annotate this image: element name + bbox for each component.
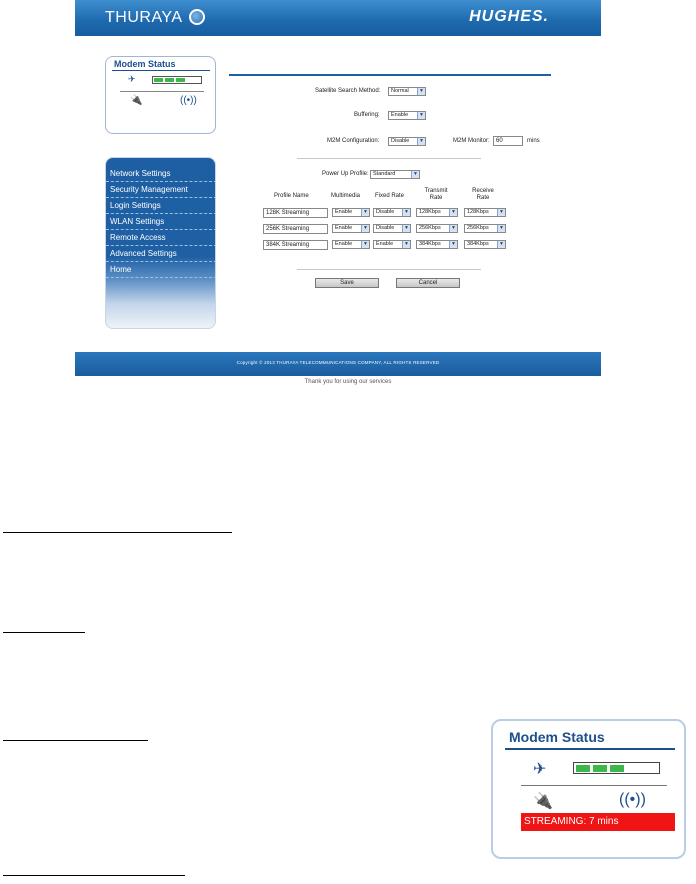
- chevron-down-icon: ▼: [497, 225, 505, 232]
- chevron-down-icon: ▼: [449, 209, 457, 216]
- sidebar-item-remote-access[interactable]: Remote Access: [106, 230, 216, 246]
- signal-segment: [593, 765, 608, 772]
- transmit-rate-select[interactable]: [416, 240, 458, 249]
- chevron-down-icon: ▼: [402, 209, 410, 216]
- column-header-profile-name: Profile Name: [274, 193, 309, 199]
- chevron-down-icon: ▼: [417, 112, 425, 119]
- receive-rate-select[interactable]: [464, 240, 506, 249]
- heading-underline: [3, 532, 232, 533]
- power-plug-icon: 🔌: [533, 793, 553, 810]
- m2m-monitor-unit: mins: [527, 138, 540, 144]
- antenna-icon: ((•)): [180, 95, 197, 106]
- signal-strength-bar: [573, 762, 660, 774]
- fixed-rate-value: Enable: [376, 241, 394, 247]
- transmit-rate-select[interactable]: [416, 208, 458, 217]
- profile-name-input[interactable]: 256K Streaming: [263, 224, 328, 234]
- title-divider: [112, 70, 210, 71]
- heading-underline: [3, 740, 148, 741]
- multimedia-select[interactable]: [332, 224, 370, 233]
- transmit-rate-value: 128Kbps: [419, 209, 441, 215]
- fixed-rate-select[interactable]: [373, 224, 411, 233]
- signal-segment: [176, 78, 185, 82]
- router-ui-screenshot: [75, 0, 601, 376]
- modem-status-title: Modem Status: [114, 59, 176, 69]
- signal-segment: [610, 765, 625, 772]
- chevron-down-icon: ▼: [361, 209, 369, 216]
- chevron-down-icon: ▼: [402, 241, 410, 248]
- m2m-monitor-label: M2M Monitor:: [453, 138, 490, 144]
- buffering-value: Enable: [391, 112, 409, 118]
- m2m-config-value: Disable: [391, 138, 410, 144]
- section-divider: [297, 158, 481, 159]
- thuraya-logo: THURAYA: [105, 9, 183, 26]
- power-plug-icon: 🔌: [130, 95, 143, 106]
- buffering-label: Buffering:: [354, 112, 380, 118]
- modem-status-title: Modem Status: [509, 729, 605, 745]
- m2m-config-label: M2M Configuration:: [327, 138, 380, 144]
- chevron-down-icon: ▼: [449, 225, 457, 232]
- satellite-search-value: Normal: [391, 88, 409, 94]
- chevron-down-icon: ▼: [417, 138, 425, 145]
- section-divider: [297, 269, 481, 270]
- globe-icon: [189, 9, 205, 25]
- power-up-profile-value: Standard: [373, 171, 396, 177]
- chevron-down-icon: ▼: [411, 171, 419, 178]
- m2m-config-select[interactable]: [388, 137, 426, 146]
- receive-rate-select[interactable]: [464, 208, 506, 217]
- divider: [120, 91, 204, 92]
- fixed-rate-select[interactable]: [373, 208, 411, 217]
- receive-rate-value: 256Kbps: [467, 225, 489, 231]
- satellite-icon: ✈: [128, 74, 136, 84]
- cancel-button[interactable]: Cancel: [396, 278, 460, 288]
- chevron-down-icon: ▼: [417, 88, 425, 95]
- buffering-select[interactable]: [388, 111, 426, 120]
- column-header-receive-rate: Receive Rate: [472, 188, 494, 201]
- heading-underline: [3, 875, 185, 876]
- modem-status-panel: [105, 56, 216, 134]
- column-header-fixed-rate: Fixed Rate: [375, 193, 405, 199]
- signal-segment: [154, 78, 163, 82]
- signal-segment: [576, 765, 591, 772]
- receive-rate-value: 384Kbps: [467, 241, 489, 247]
- sidebar-item-home[interactable]: Home: [106, 262, 216, 278]
- chevron-down-icon: ▼: [361, 241, 369, 248]
- sidebar-nav: [105, 157, 216, 329]
- multimedia-value: Enable: [335, 241, 353, 247]
- column-header-transmit-rate: Transmit Rate: [424, 188, 448, 201]
- transmit-rate-select[interactable]: [416, 224, 458, 233]
- profile-name-input[interactable]: 384K Streaming: [263, 240, 328, 250]
- chevron-down-icon: ▼: [402, 225, 410, 232]
- power-up-profile-label: Power Up Profile:: [322, 171, 369, 177]
- title-divider: [505, 748, 675, 750]
- antenna-icon: ((•)): [619, 791, 646, 808]
- fixed-rate-value: Disable: [376, 225, 395, 231]
- fixed-rate-select[interactable]: [373, 240, 411, 249]
- multimedia-value: Enable: [335, 225, 353, 231]
- sidebar-item-security-management[interactable]: Security Management: [106, 182, 216, 198]
- footer-bar: [75, 352, 601, 376]
- chevron-down-icon: ▼: [449, 241, 457, 248]
- streaming-status-badge: STREAMING: 7 mins: [521, 813, 675, 831]
- sidebar-item-wlan-settings[interactable]: WLAN Settings: [106, 214, 216, 230]
- divider: [521, 785, 667, 786]
- sidebar-item-login-settings[interactable]: Login Settings: [106, 198, 216, 214]
- satellite-search-select[interactable]: [388, 87, 426, 96]
- receive-rate-value: 128Kbps: [467, 209, 489, 215]
- profile-name-input[interactable]: 128K Streaming: [263, 208, 328, 218]
- signal-strength-bar: [152, 76, 202, 84]
- heading-underline: [3, 632, 85, 633]
- multimedia-select[interactable]: [332, 208, 370, 217]
- modem-status-panel-enlarged: [491, 719, 686, 859]
- save-button[interactable]: Save: [315, 278, 379, 288]
- sidebar-item-network-settings[interactable]: Network Settings: [106, 166, 216, 182]
- column-header-multimedia: Multimedia: [331, 193, 361, 199]
- content-top-rule: [229, 74, 551, 76]
- chevron-down-icon: ▼: [497, 241, 505, 248]
- multimedia-select[interactable]: [332, 240, 370, 249]
- header-bar: [75, 0, 601, 36]
- hughes-logo: HUGHES.: [469, 8, 549, 25]
- transmit-rate-value: 384Kbps: [419, 241, 441, 247]
- signal-segment: [165, 78, 174, 82]
- sidebar-item-advanced-settings[interactable]: Advanced Settings: [106, 246, 216, 262]
- fixed-rate-value: Disable: [376, 209, 395, 215]
- power-up-profile-select[interactable]: [370, 170, 420, 179]
- chevron-down-icon: ▼: [361, 225, 369, 232]
- copyright-text: Copyright © 2013 THURAYA TELECOMMUNICATIONS COMPANY, ALL RIGHTS RESERVED: [236, 360, 440, 365]
- m2m-monitor-input[interactable]: 60: [493, 136, 523, 146]
- satellite-icon: ✈: [533, 761, 547, 778]
- chevron-down-icon: ▼: [497, 209, 505, 216]
- multimedia-value: Enable: [335, 209, 353, 215]
- receive-rate-select[interactable]: [464, 224, 506, 233]
- transmit-rate-value: 256Kbps: [419, 225, 441, 231]
- thanks-message: Thank you for using our services: [304, 379, 392, 385]
- satellite-search-label: Satellite Search Method:: [315, 88, 381, 94]
